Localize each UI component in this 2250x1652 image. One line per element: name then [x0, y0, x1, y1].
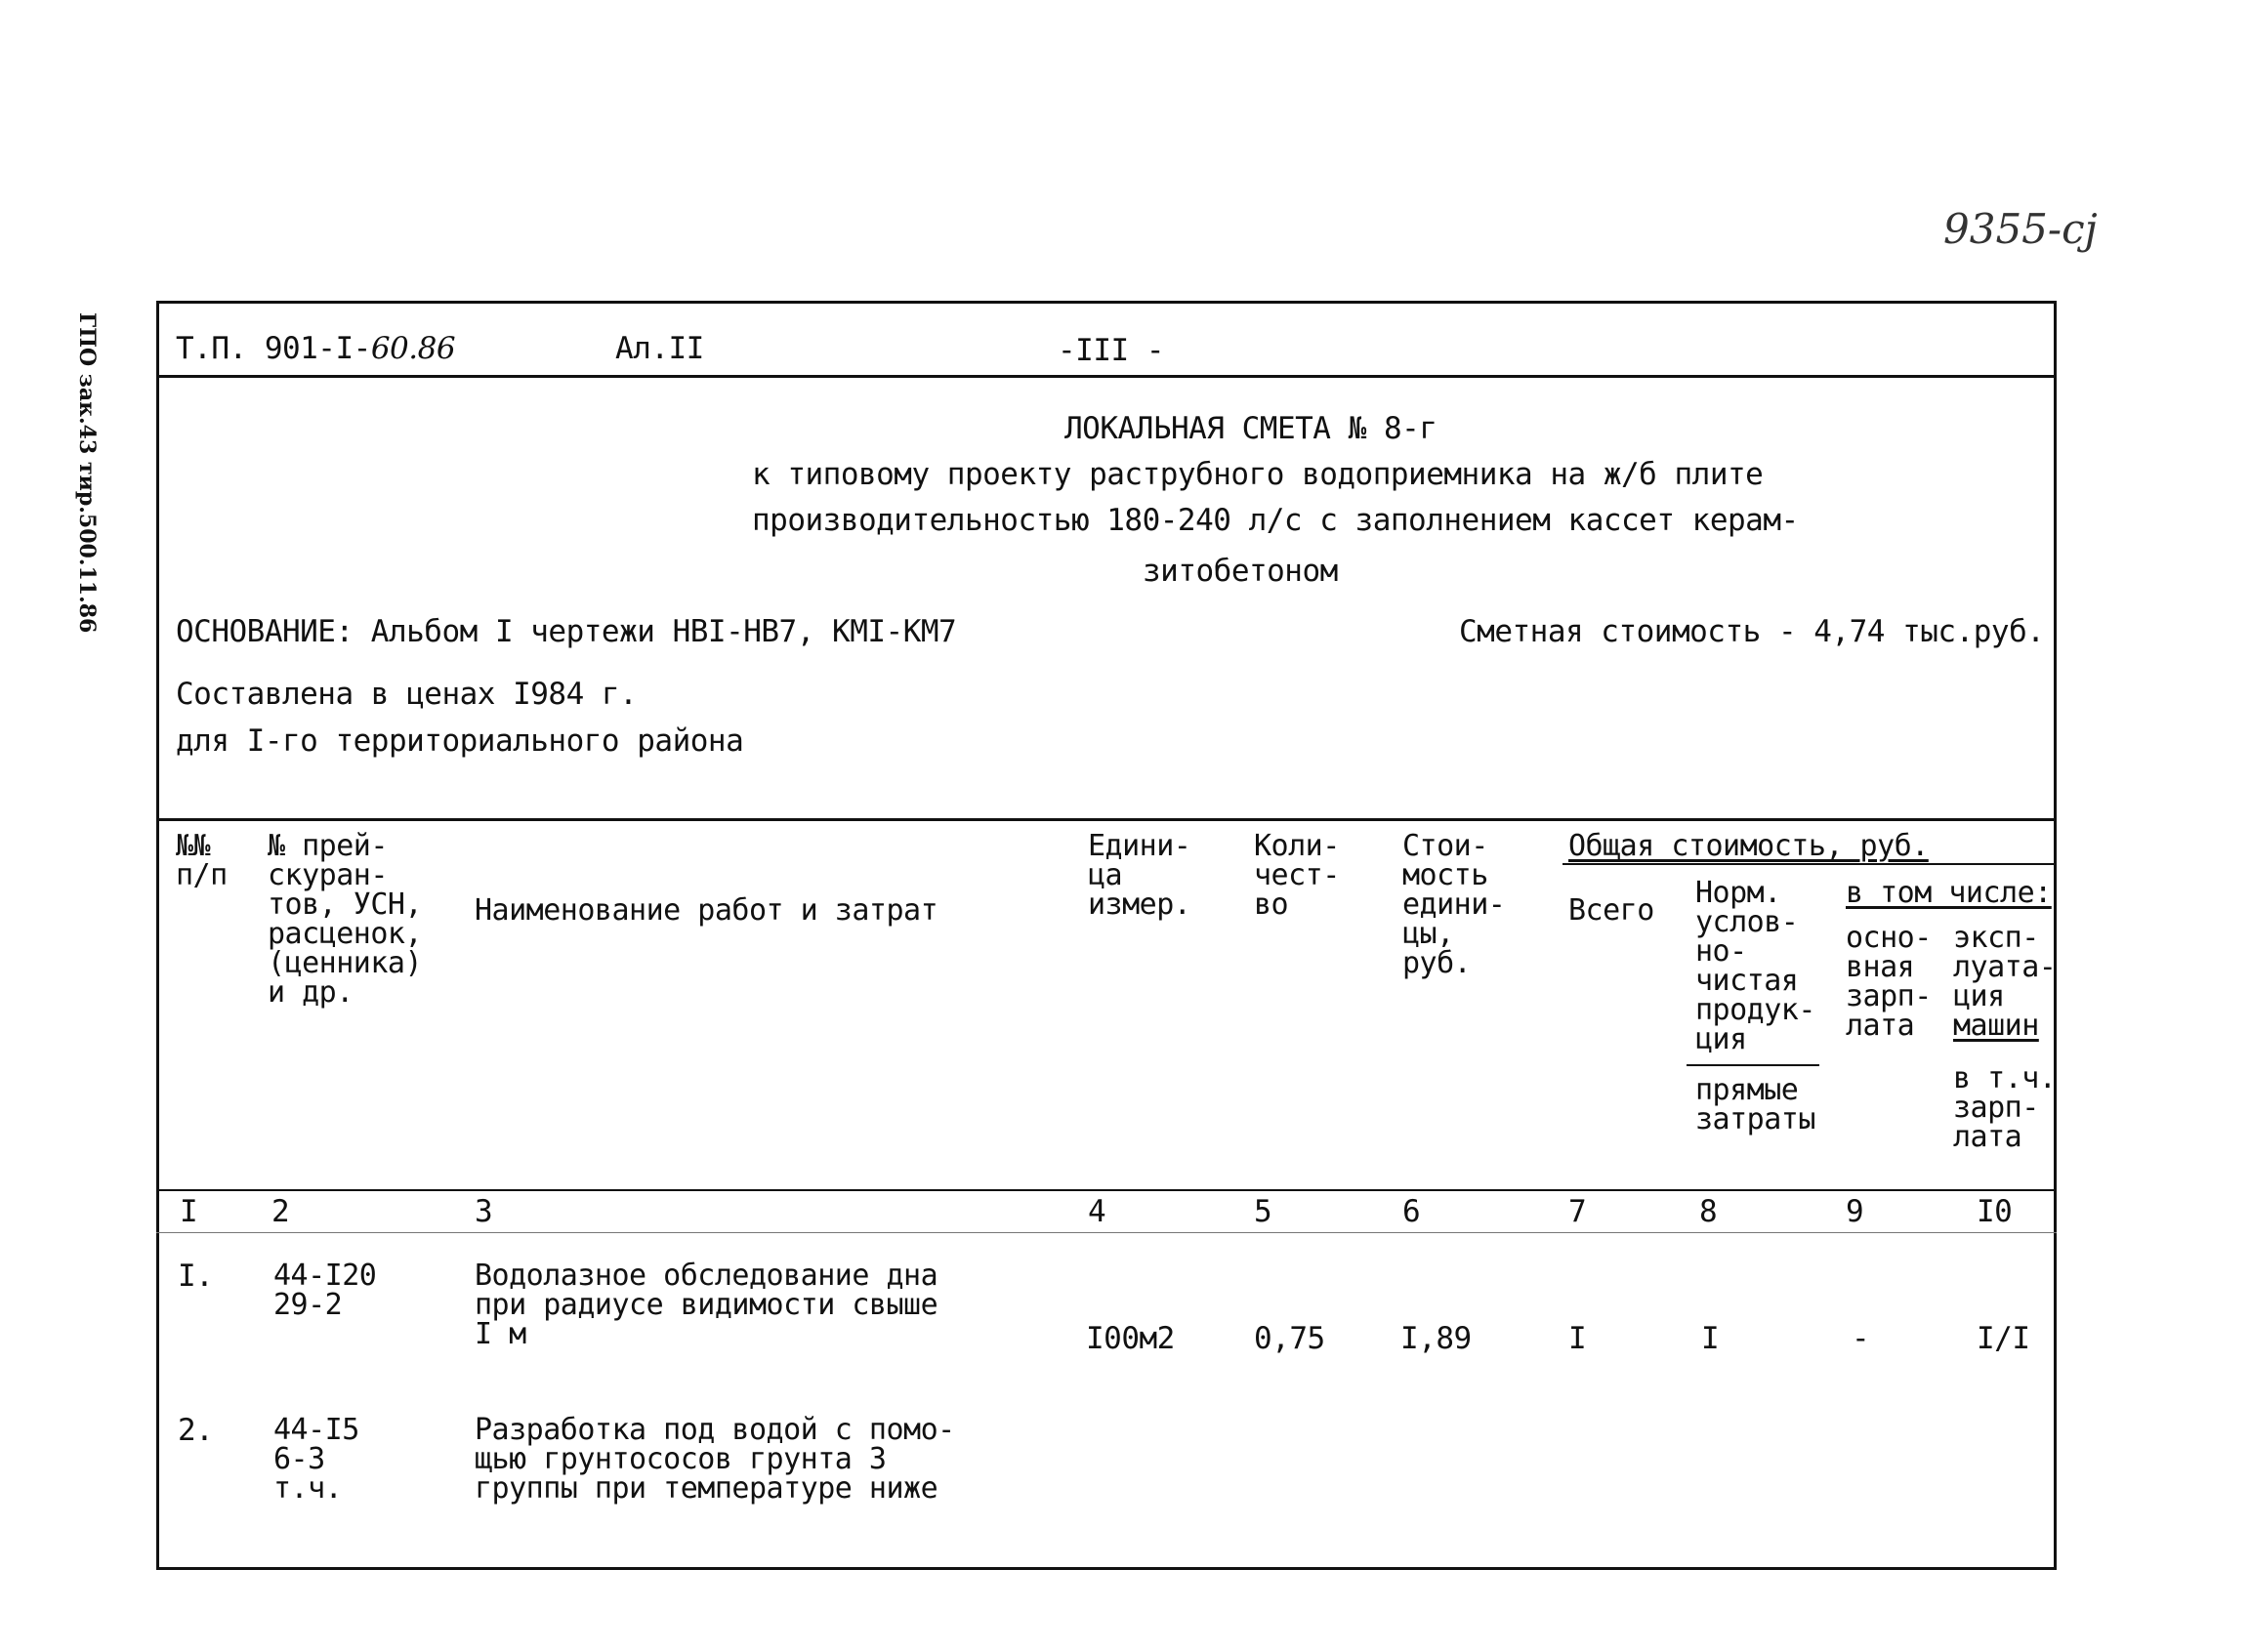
header-rule — [156, 375, 2057, 378]
row-1-machine-operation: I/I — [1977, 1321, 2030, 1356]
handwritten-corner-note: 9355-сј — [1943, 205, 2098, 253]
col-header-total: Всего — [1568, 893, 1654, 928]
compiled-prices: Составлена в ценах I984 г. — [176, 677, 638, 712]
col-header-unit-cost: Стои- мость едини- цы, руб. — [1402, 829, 1506, 980]
col-header-including: в том числе: — [1846, 876, 2052, 910]
column-number-2: 2 — [271, 1194, 290, 1229]
column-number-10: I0 — [1977, 1194, 2013, 1229]
estimate-subtitle-line-3: зитобетоном — [1143, 554, 1338, 589]
col-header-number: №№ п/п — [176, 829, 228, 892]
col-header-total-cost-group: Общая стоимость, руб. — [1568, 829, 1929, 863]
npp-divider-rule — [1687, 1064, 1819, 1066]
row-1-total: I — [1568, 1321, 1587, 1356]
col-header-work-name: Наименование работ и затрат — [475, 893, 938, 928]
column-number-3: 3 — [475, 1194, 493, 1229]
col-header-npp: Норм. услов- но- чистая продук- ция — [1695, 876, 1815, 1056]
page-number: -III - — [1058, 333, 1164, 368]
group-header-rule — [1562, 863, 2057, 865]
row-1-price-code: 44-I20 29-2 — [273, 1259, 377, 1322]
row-2-number: 2. — [178, 1413, 214, 1448]
side-print-stamp: ГПО зак.43 тир.500.11.86 — [74, 312, 100, 634]
basis-text: ОСНОВАНИЕ: Альбом I чертежи НВI-НВ7, КМI-КМ7 — [176, 614, 957, 649]
row-1-work-name: Водолазное обследование дна при радиусе видимости свыше I м — [475, 1259, 938, 1351]
column-number-8: 8 — [1699, 1194, 1718, 1229]
column-number-5: 5 — [1254, 1194, 1272, 1229]
column-number-9: 9 — [1846, 1194, 1864, 1229]
row-1-base-salary: - — [1852, 1321, 1870, 1356]
column-numbers-bottom-rule — [156, 1232, 2057, 1233]
table-top-rule — [156, 818, 2057, 821]
row-1-number: I. — [178, 1259, 214, 1294]
territorial-region: для I-го территориального района — [176, 723, 744, 759]
row-2-work-name: Разработка под водой с помо- щью грунтососов грунта 3 группы при температуре ниже — [475, 1413, 955, 1506]
col-header-machine-operation: эксп- луата- ция машин — [1953, 921, 2057, 1043]
column-number-1: I — [180, 1194, 198, 1229]
project-number — [176, 331, 456, 366]
col-header-unit: Едини- ца измер. — [1088, 829, 1191, 922]
column-number-6: 6 — [1402, 1194, 1421, 1229]
estimate-subtitle-line-1: к типовому проекту раструбного водоприемника на ж/б плите — [752, 457, 1764, 492]
column-number-4: 4 — [1088, 1194, 1106, 1229]
album-label: Ал.II — [615, 331, 704, 366]
estimate-title: ЛОКАЛЬНАЯ СМЕТА № 8-г — [1064, 411, 1438, 446]
col-header-machine-salary: в т.ч. зарп- лата — [1953, 1061, 2057, 1154]
row-1-unit: I00м2 — [1086, 1321, 1175, 1356]
estimated-cost: Сметная стоимость - 4,74 тыс.руб. — [1459, 614, 2045, 649]
row-1-npp: I — [1701, 1321, 1720, 1356]
column-number-7: 7 — [1568, 1194, 1587, 1229]
column-numbers-top-rule — [156, 1189, 2057, 1191]
col-header-base-salary: осно- вная зарп- лата — [1846, 921, 1932, 1043]
row-1-unit-cost: I,89 — [1400, 1321, 1472, 1356]
row-1-quantity: 0,75 — [1254, 1321, 1325, 1356]
row-2-price-code: 44-I5 6-3 т.ч. — [273, 1413, 359, 1506]
col-header-price-code: № прей- скуран- тов, УСН, расценок, (ценника) и др. — [268, 829, 423, 1010]
project-number-handwritten: 60.86 — [370, 331, 456, 366]
col-header-quantity: Коли- чест- во — [1254, 829, 1340, 922]
project-number-prefix: Т.П. 901-I- — [176, 331, 371, 366]
estimate-subtitle-line-2: производительностью 180-240 л/с с заполнением кассет керам- — [752, 503, 1799, 538]
col-header-direct-costs: прямые затраты — [1695, 1073, 1815, 1136]
